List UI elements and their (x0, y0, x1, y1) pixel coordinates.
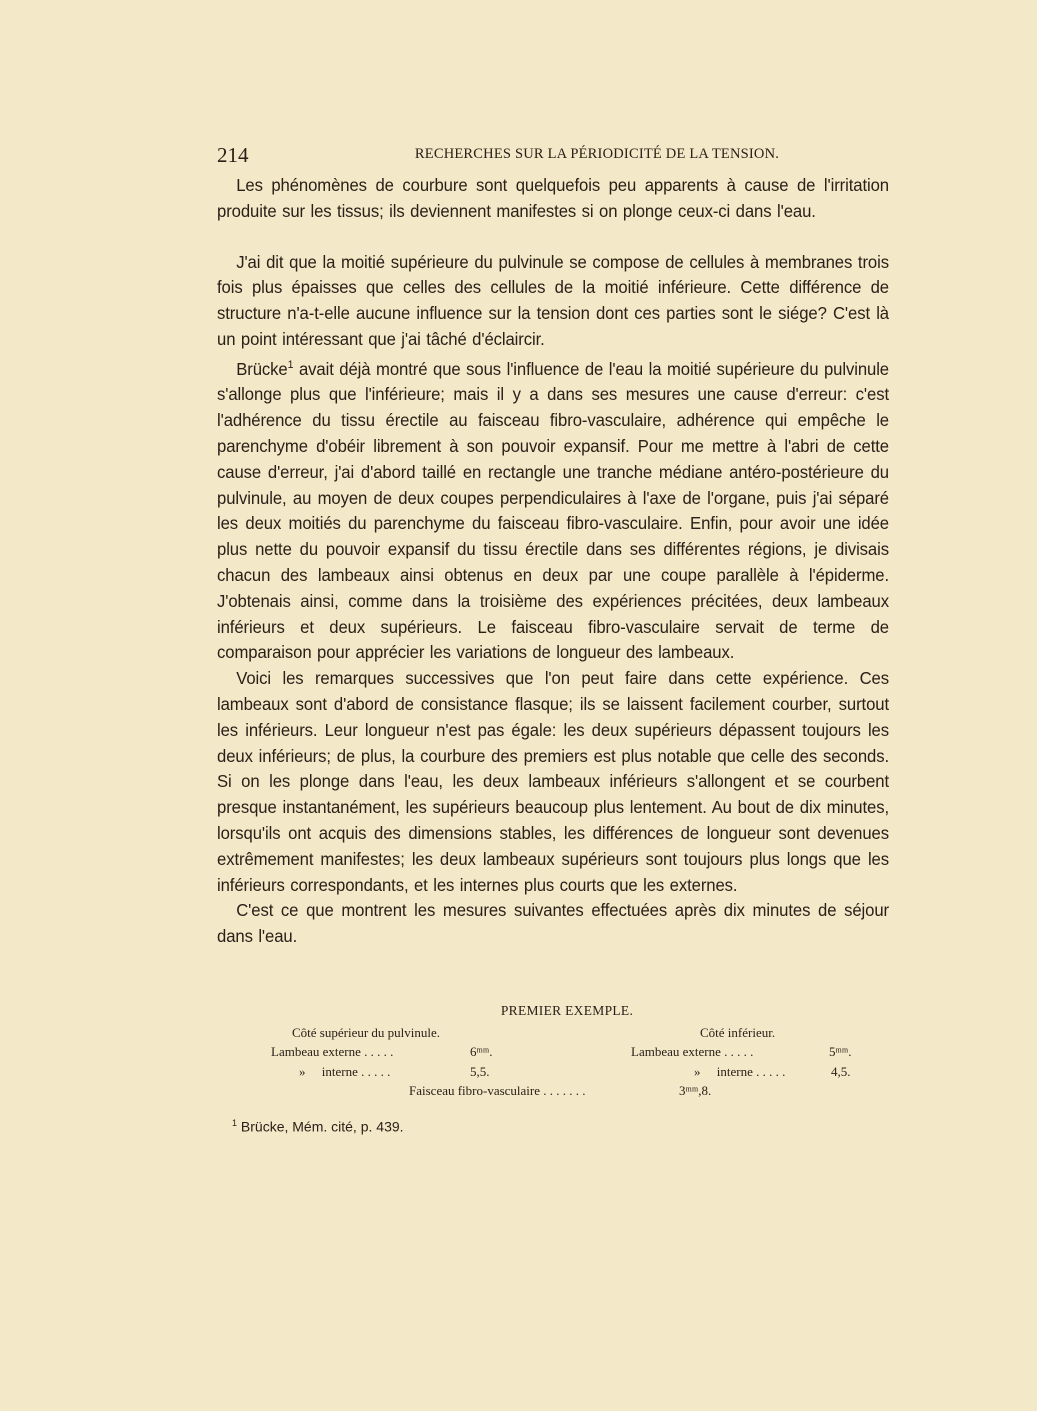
right-column-heading: Côté inférieur. (700, 1025, 776, 1040)
right-row-1-value: 5ᵐᵐ. (829, 1044, 852, 1059)
paragraph-4: Voici les remarques successives que l'on peut faire dans cette expérience. Ces lambeaux sont d'abord de consistance flasque; ils se laissent facilement courber, surtout les inférieurs. Leur longueur n'est pas égale: les deux supérieurs dépassent toujours les deux inférieurs; de plus, la courbure des premiers est plus notable que celle des seconds. Si on les plonge dans l'eau, les deux lambeaux inférieurs s'allongent et se courbent presque instantanément, les supérieurs beaucoup plus lentement. Au bout de dix minutes, lorsqu'ils ont acquis des dimensions stables, les différences de longueur sont devenues extrêmement manifestes; les deux lambeaux supérieurs sont toujours plus longs que les inférieurs correspondants, et les internes plus courts que les externes. (217, 668, 889, 895)
right-row-2-value: 4,5. (831, 1064, 851, 1079)
left-column-heading: Côté supérieur du pulvinule. (292, 1025, 441, 1040)
paragraph-1: Les phénomènes de courbure sont quelquefois peu apparents à cause de l'irritation produite sur les tissus; ils deviennent manifestes si on plonge ceux-ci dans l'eau. (217, 175, 889, 221)
paragraph-5: C'est ce que montrent les mesures suivantes effectuées après dix minutes de séjour dans l'eau. (217, 900, 889, 947)
footnote-reference: 1 (287, 358, 294, 371)
paragraph-3 (217, 353, 889, 666)
right-row-2-label: » interne . . . . . (694, 1064, 786, 1079)
page-header (217, 143, 917, 167)
example-title: PREMIER EXEMPLE. (500, 1003, 634, 1018)
page-number: 214 (217, 143, 249, 167)
bottom-row-label: Faisceau fibro-vasculaire . . . . . . . (409, 1083, 586, 1098)
running-title: RECHERCHES SUR LA PÉRIODICITÉ DE LA TENSION. (414, 146, 780, 162)
footnote-text: Brücke, Mém. cité, p. 439. (240, 1118, 404, 1135)
left-row-2-value: 5,5. (470, 1064, 490, 1079)
paragraph-2: J'ai dit que la moitié supérieure du pulvinule se compose de cellules à membranes trois fois plus épaisses que celles des cellules de la moitié inférieure. Cette différence de structure n'a-t-elle aucune influence sur la tension dont ces parties sont le siége? C'est là un point intéressant que j'ai tâché d'éclaircir. (217, 251, 889, 349)
bottom-row-value: 3ᵐᵐ,8. (679, 1083, 712, 1098)
paragraph-3-rest: avait déjà montré que sous l'influence de l'eau la moitié supérieure du pulvinule s'allonge plus que l'inférieure; mais il y a dans ses mesures une cause d'erreur: c'est l'adhérence du tissu érectile au faisceau fibro-vasculaire, adhérence qui empêche le parenchyme d'obéir librement à son pouvoir expansif. Pour me mettre à l'abri de cette cause d'erreur, j'ai d'abord taillé en rectangle une tranche médiane antéro-postérieure du pulvinule, au moyen de deux coupes perpendiculaires à l'axe de l'organe, puis j'ai séparé les deux moitiés du parenchyme du faisceau fibro-vasculaire. Enfin, pour avoir une idée plus nette du pouvoir expansif du tissu érectile dans ses différentes régions, je divisais chacun des lambeaux ainsi obtenus en deux par une coupe parallèle à l'épiderme. J'obtenais ainsi, comme dans la troisième des expériences précitées, deux lambeaux inférieurs et deux supérieurs. Le faisceau fibro-vasculaire servait de terme de comparaison pour apprécier les variations de longueur des lambeaux. (217, 358, 889, 663)
left-row-1-label: Lambeau externe . . . . . (271, 1044, 394, 1059)
right-row-1-label: Lambeau externe . . . . . (631, 1044, 754, 1059)
left-row-2-label: » interne . . . . . (299, 1064, 391, 1079)
body-text (217, 173, 889, 950)
footnote-marker: 1 (232, 1118, 238, 1128)
footnote (232, 1118, 404, 1135)
left-row-1-value: 6ᵐᵐ. (470, 1044, 493, 1059)
measurement-table (217, 1003, 917, 1106)
paragraph-3-start: Brücke (236, 358, 288, 379)
